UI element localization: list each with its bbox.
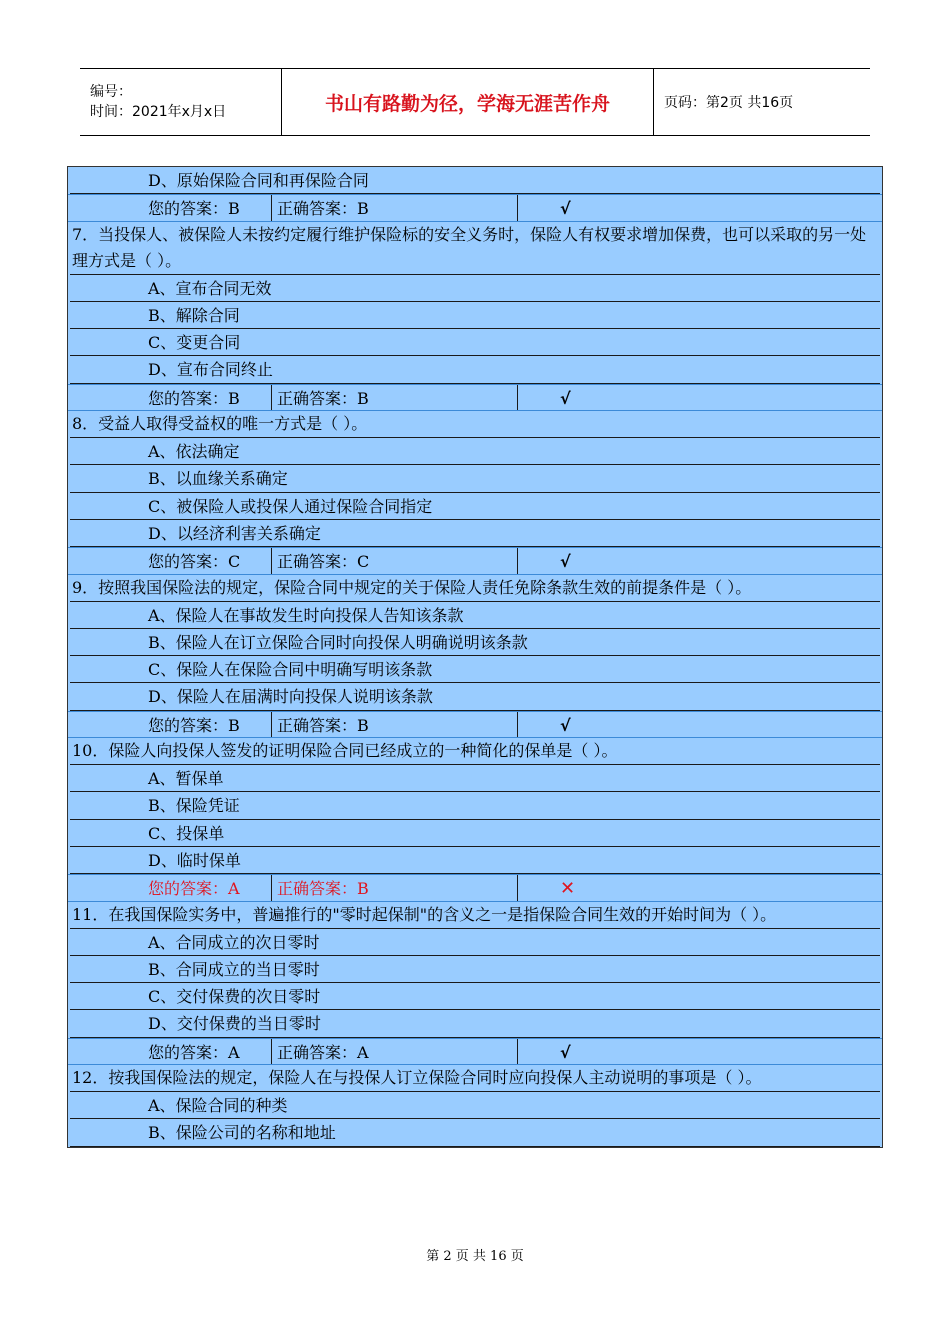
option-item: B、保险人在订立保险合同时向投保人明确说明该条款	[70, 629, 880, 656]
option-item: C、投保单	[70, 820, 880, 847]
header-time: 时间：2021年x月x日	[90, 104, 227, 120]
option-item: A、依法确定	[70, 438, 880, 465]
correct-answer: 正确答案：A	[272, 1039, 518, 1064]
option-item: D、以经济利害关系确定	[70, 520, 880, 547]
answer-row	[68, 1038, 882, 1065]
your-answer: 您的答案：B	[68, 385, 272, 410]
option-item: C、保险人在保险合同中明确写明该条款	[70, 656, 880, 683]
option-item: B、保险公司的名称和地址	[70, 1119, 880, 1146]
answer-row	[68, 547, 882, 574]
page-footer: 第 2 页 共 16 页	[426, 1249, 524, 1264]
question-text: 11．在我国保险实务中，普遍推行的"零时起保制"的含义之一是指保险合同生效的开始时间为（ ）。	[70, 902, 880, 929]
your-answer: 您的答案：B	[68, 195, 272, 220]
correct-answer: 正确答案：B	[272, 875, 518, 900]
question-text: 12．按我国保险法的规定，保险人在与投保人订立保险合同时应向投保人主动说明的事项是（ ）。	[70, 1065, 880, 1092]
answer-row	[68, 711, 882, 738]
option-item: A、合同成立的次日零时	[70, 929, 880, 956]
check-mark-icon: √	[560, 388, 571, 408]
answer-row	[68, 194, 882, 221]
question-text: 9．按照我国保险法的规定，保险合同中规定的关于保险人责任免除条款生效的前提条件是（ ）。	[70, 575, 880, 602]
option-item: B、保险凭证	[70, 792, 880, 819]
header-code: 编号：	[90, 84, 132, 100]
correct-answer: 正确答案：B	[272, 385, 518, 410]
answer-row	[68, 874, 882, 901]
correct-answer: 正确答案：B	[272, 712, 518, 737]
check-mark-icon: √	[560, 199, 571, 219]
option-item: C、变更合同	[70, 329, 880, 356]
your-answer: 您的答案：C	[68, 548, 272, 573]
option-item: C、被保险人或投保人通过保险合同指定	[70, 493, 880, 520]
option-item: D、保险人在届满时向投保人说明该条款	[70, 683, 880, 710]
option-item: D、宣布合同终止	[70, 356, 880, 383]
cross-mark-icon: ✕	[560, 878, 576, 900]
correct-answer: 正确答案：B	[272, 195, 518, 220]
check-mark-icon: √	[560, 715, 571, 735]
page-header	[80, 68, 870, 136]
option-item: A、保险合同的种类	[70, 1092, 880, 1119]
question-text: 8．受益人取得受益权的唯一方式是（ ）。	[70, 411, 880, 438]
option-item: D、临时保单	[70, 847, 880, 874]
correct-answer: 正确答案：C	[272, 548, 518, 573]
header-page-info: 页码：第2页 共16页	[664, 95, 794, 111]
option-item: A、保险人在事故发生时向投保人告知该条款	[70, 602, 880, 629]
question-text: 10．保险人向投保人签发的证明保险合同已经成立的一种简化的保单是（ ）。	[70, 738, 880, 765]
option-item: B、合同成立的当日零时	[70, 956, 880, 983]
option-item: D、交付保费的当日零时	[70, 1010, 880, 1037]
option-item: A、暂保单	[70, 765, 880, 792]
question-text: 7．当投保人、被保险人未按约定履行维护保险标的安全义务时，保险人有权要求增加保费，也可以采取的另一处理方式是（ ）。	[70, 222, 880, 275]
option-item: B、解除合同	[70, 302, 880, 329]
header-meta	[80, 69, 282, 135]
your-answer: 您的答案：A	[68, 1039, 272, 1064]
option-item: B、以血缘关系确定	[70, 465, 880, 492]
check-mark-icon: √	[560, 1042, 571, 1062]
check-mark-icon: √	[560, 552, 571, 572]
option-item: A、宣布合同无效	[70, 275, 880, 302]
option-item: C、交付保费的次日零时	[70, 983, 880, 1010]
header-motto: 书山有路勤为径，学海无涯苦作舟	[282, 69, 654, 135]
your-answer: 您的答案：B	[68, 712, 272, 737]
your-answer: 您的答案：A	[68, 875, 272, 900]
option-item: D、原始保险合同和再保险合同	[70, 167, 880, 194]
answer-row	[68, 384, 882, 411]
quiz-table	[67, 166, 883, 1148]
